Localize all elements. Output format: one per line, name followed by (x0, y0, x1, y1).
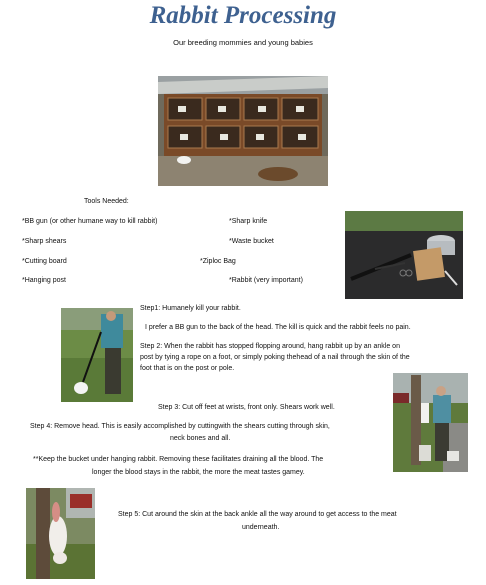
hutch-photo (158, 76, 328, 186)
page-subtitle: Our breeding mommies and young babies (173, 38, 313, 47)
step1-text: Step1: Humanely kill your rabbit. (140, 305, 241, 312)
step5-line: underneath. (242, 524, 280, 531)
step3-text: Step 3: Cut off feet at wrists, front only. Shears work well. (158, 404, 335, 411)
step4-line: Step 4: Remove head. This is easily accomplished by cuttingwith the shears cutting through skin, (30, 423, 330, 430)
tool-item: *Waste bucket (229, 238, 274, 245)
tool-item: *Sharp shears (22, 238, 67, 245)
step3-photo (393, 373, 468, 472)
step5-line: Step 5: Cut around the skin at the back ankle all the way around to get access to the meat (118, 511, 397, 518)
tool-item: *BB gun (or other humane way to kill rabbit) (22, 218, 158, 225)
step4-line: neck bones and all. (170, 435, 231, 442)
tools-heading: Tools Needed: (84, 198, 129, 205)
tools-photo (345, 211, 463, 299)
bucket-note-line: **Keep the bucket under hanging rabbit. Removing these facilitates draining all the blood. The (33, 456, 324, 463)
step2-line: Step 2: When the rabbit has stopped flopping around, hang rabbit up by an ankle on (140, 343, 400, 350)
step2-line: post by tying a rope on a foot, or simply poking thehead of a nail through the skin of the (140, 354, 410, 361)
step1-note: I prefer a BB gun to the back of the head. The kill is quick and the rabbit feels no pain. (145, 324, 411, 331)
tool-item: *Rabbit (very important) (229, 277, 303, 284)
step1-photo (61, 308, 133, 402)
tool-item: *Sharp knife (229, 218, 268, 225)
page-title: Rabbit Processing (149, 2, 337, 29)
bucket-note-line: longer the blood stays in the rabbit, the more the meat tastes gamey. (92, 469, 305, 476)
tool-item: *Cutting board (22, 258, 67, 265)
tool-item: *Hanging post (22, 277, 66, 284)
tool-item: *Ziploc Bag (200, 258, 236, 265)
step5-photo (26, 488, 95, 579)
step2-line: foot that is on the post or pole. (140, 365, 235, 372)
